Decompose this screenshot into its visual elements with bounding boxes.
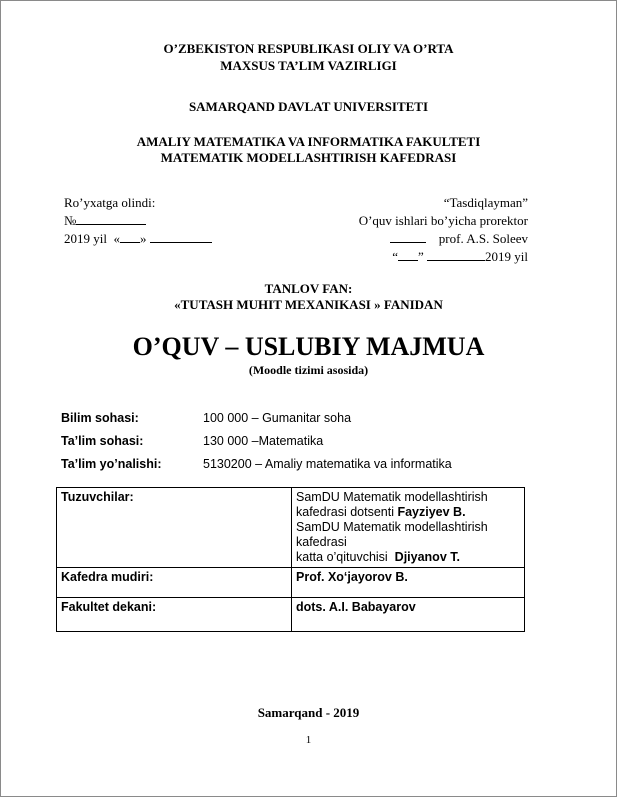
approval-position: O’quv ishlari bo’yicha prorektor [358,213,528,228]
department-name: MATEMATIK MODELLASHTIRISH KAFEDRASI [160,150,457,165]
compiler1-line2: kafedrasi dotsenti Fayziyev B. [296,505,466,519]
quote-open: « [113,231,120,246]
approval-signatory: prof. A.S. Soleev [438,231,528,246]
authors-table [56,487,525,632]
approval-date [392,249,528,265]
subject-name: «TUTASH MUHIT MEXANIKASI » FANIDAN [174,297,443,312]
subject-label: TANLOV FAN: [264,281,353,296]
field-label-knowledge-area: Bilim sohasi: [61,411,139,425]
head-label: Kafedra mudiri: [57,568,292,598]
approval-year: 2019 yil [485,249,528,264]
compiler2-line2: kafedrasi [296,535,347,549]
head-value: Prof. Xo‘jayorov B. [292,568,525,598]
ministry-line-1: O’ZBEKISTON RESPUBLIKASI OLIY VA O’RTA [163,41,454,56]
table-row-compilers [57,488,525,568]
quote-close: ” [417,249,424,264]
compilers-value [292,488,525,568]
field-label-education-area: Ta’lim sohasi: [61,434,144,448]
compiler1-name: Fayziyev B. [397,505,466,519]
ministry-line-2: MAXSUS TA’LIM VAZIRLIGI [220,58,397,73]
registration-number [64,213,146,229]
table-row-head [57,568,525,598]
month-blank [150,231,212,243]
university-name: SAMARQAND DAVLAT UNIVERSITETI [188,99,429,114]
compilers-label: Tuzuvchilar: [57,488,292,568]
field-value-education-area: 130 000 –Matematika [203,434,324,448]
registration-title: Ro’yxatga olindi: [64,195,156,210]
field-value-direction: 5130200 – Amaliy matematika va informatika [203,457,452,471]
approval-signature-line [390,231,528,247]
field-label-direction: Ta’lim yo’nalishi: [61,457,162,471]
month-blank [427,249,485,261]
document-title: O’QUV – USLUBIY MAJMUA [132,332,485,361]
field-value-knowledge-area: 100 000 – Gumanitar soha [203,411,352,425]
day-blank [398,249,418,261]
place-year: Samarqand - 2019 [257,705,360,720]
day-blank [120,231,140,243]
dean-value: dots. A.I. Babayarov [292,598,525,632]
quote-close: » [139,231,147,246]
page-number: 1 [305,734,312,746]
document-subtitle: (Moodle tizimi asosida) [248,363,369,377]
compiler2-name: Djiyanov T. [394,550,460,564]
signature-blank [390,231,426,243]
registration-year: 2019 yil [64,231,107,246]
compiler1-line1: SamDU Matematik modellashtirish [296,490,488,504]
registration-date [64,231,212,247]
dean-label: Fakultet dekani: [57,598,292,632]
approval-title: “Tasdiqlayman” [443,195,528,210]
compiler2-line3: katta o’qituvchisi Djiyanov T. [296,550,460,564]
faculty-name: AMALIY MATEMATIKA VA INFORMATIKA FAKULTETI [136,134,481,149]
quote-open: “ [392,249,398,264]
number-sign: № [64,213,77,228]
number-blank [76,213,146,225]
table-row-dean [57,598,525,632]
compiler2-line1: SamDU Matematik modellashtirish [296,520,488,534]
